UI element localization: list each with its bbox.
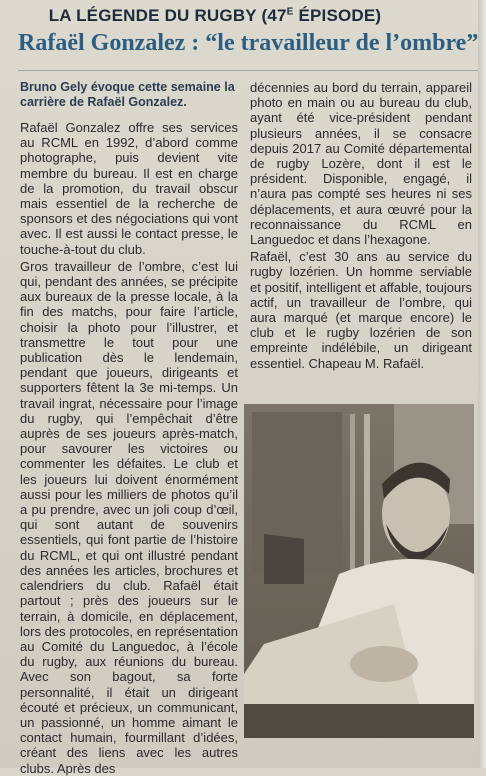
- right-paragraph-1: décennies au bord du terrain, appareil photo en main ou au bureau du club, ayant été vice-président pendant plusieurs années, il se consacre depuis 2017 au Comité départemental de rugby Lozère, dont il est le président. Disponible, engagé, il n’aura pas compté ses heures ni ses déplacements, et aura œuvré pour la reconnaissance du RCML en Languedoc et dans l’hexagone.: [250, 80, 472, 248]
- portrait-photo: [244, 404, 474, 738]
- left-paragraph-1: Rafaël Gonzalez offre ses services au RCML en 1992, d’abord comme photographe, puis devient vite membre du bureau. Il est en charge de la promotion, du travail obscur mais essentiel de la recherche de sponsors et des négociations qui vont avec. Il est aussi le contact presse, le touche-à-tout du club.: [20, 120, 238, 257]
- article-column-right: [250, 80, 472, 371]
- left-paragraph-2: Gros travailleur de l’ombre, c’est lui qui, pendant des années, se précipite aux bureaux de la presse locale, à la fin des matchs, pour faire l’article, choisir la photo pour l’illustrer, et transmettre le tout pour une publication dès le lendemain, pendant que joueurs, dirigeants et supporters fêtent la 3e mi-temps. Un travail ingrat, nécessaire pour l’image du rugby, qui l’empêchait d’être auprès de ses joueurs après-match, pour savourer les victoires ou commenter les défaites. Le club et les joueurs lui doivent énormément aussi pour les milliers de photos qu’il a pu prendre, avec un joli coup d’œil, qui sont autant de souvenirs essentiels, qui font partie de l’histoire du RCML, et qui ont illustré pendant des années les articles, brochures et calendriers du club. Rafaël était partout ; près des joueurs sur le terrain, à domicile, en déplacement, lors des protocoles, en représentation au Comité du Languedoc, à l’école du rugby, aux réunions du bureau. Avec son bagout, sa forte personnalité, il était un dirigeant écouté et précieux, un communicant, un passionné, un homme aimant le contact humain, fourmillant d’idées, créant des liens avec les autres clubs. Après des: [20, 258, 238, 776]
- portrait-photo-illustration: [244, 404, 474, 738]
- section-kicker: LA LÉGENDE DU RUGBY ($47^E$ ÉPISODE): [48, 6, 382, 25]
- headline-divider: [18, 70, 478, 71]
- article-lede: Bruno Gely évoque cette semaine la carrière de Rafaël Gonzalez.: [20, 80, 235, 109]
- right-paragraph-2: Rafaël, c’est 30 ans au service du rugby lozérien. Un homme serviable et positif, intelligent et affable, toujours actif, un travailleur de l’ombre, qui aura marqué (et marque encore) le club et le rugby lozérien de son empreinte indélébile, un dirigeant essentiel. Chapeau M. Rafaël.: [250, 249, 472, 371]
- article-headline: Rafaël Gonzalez : “le travailleur de l’ombre”: [18, 30, 479, 56]
- page-edge: [478, 0, 486, 768]
- article-column-left: [20, 80, 238, 776]
